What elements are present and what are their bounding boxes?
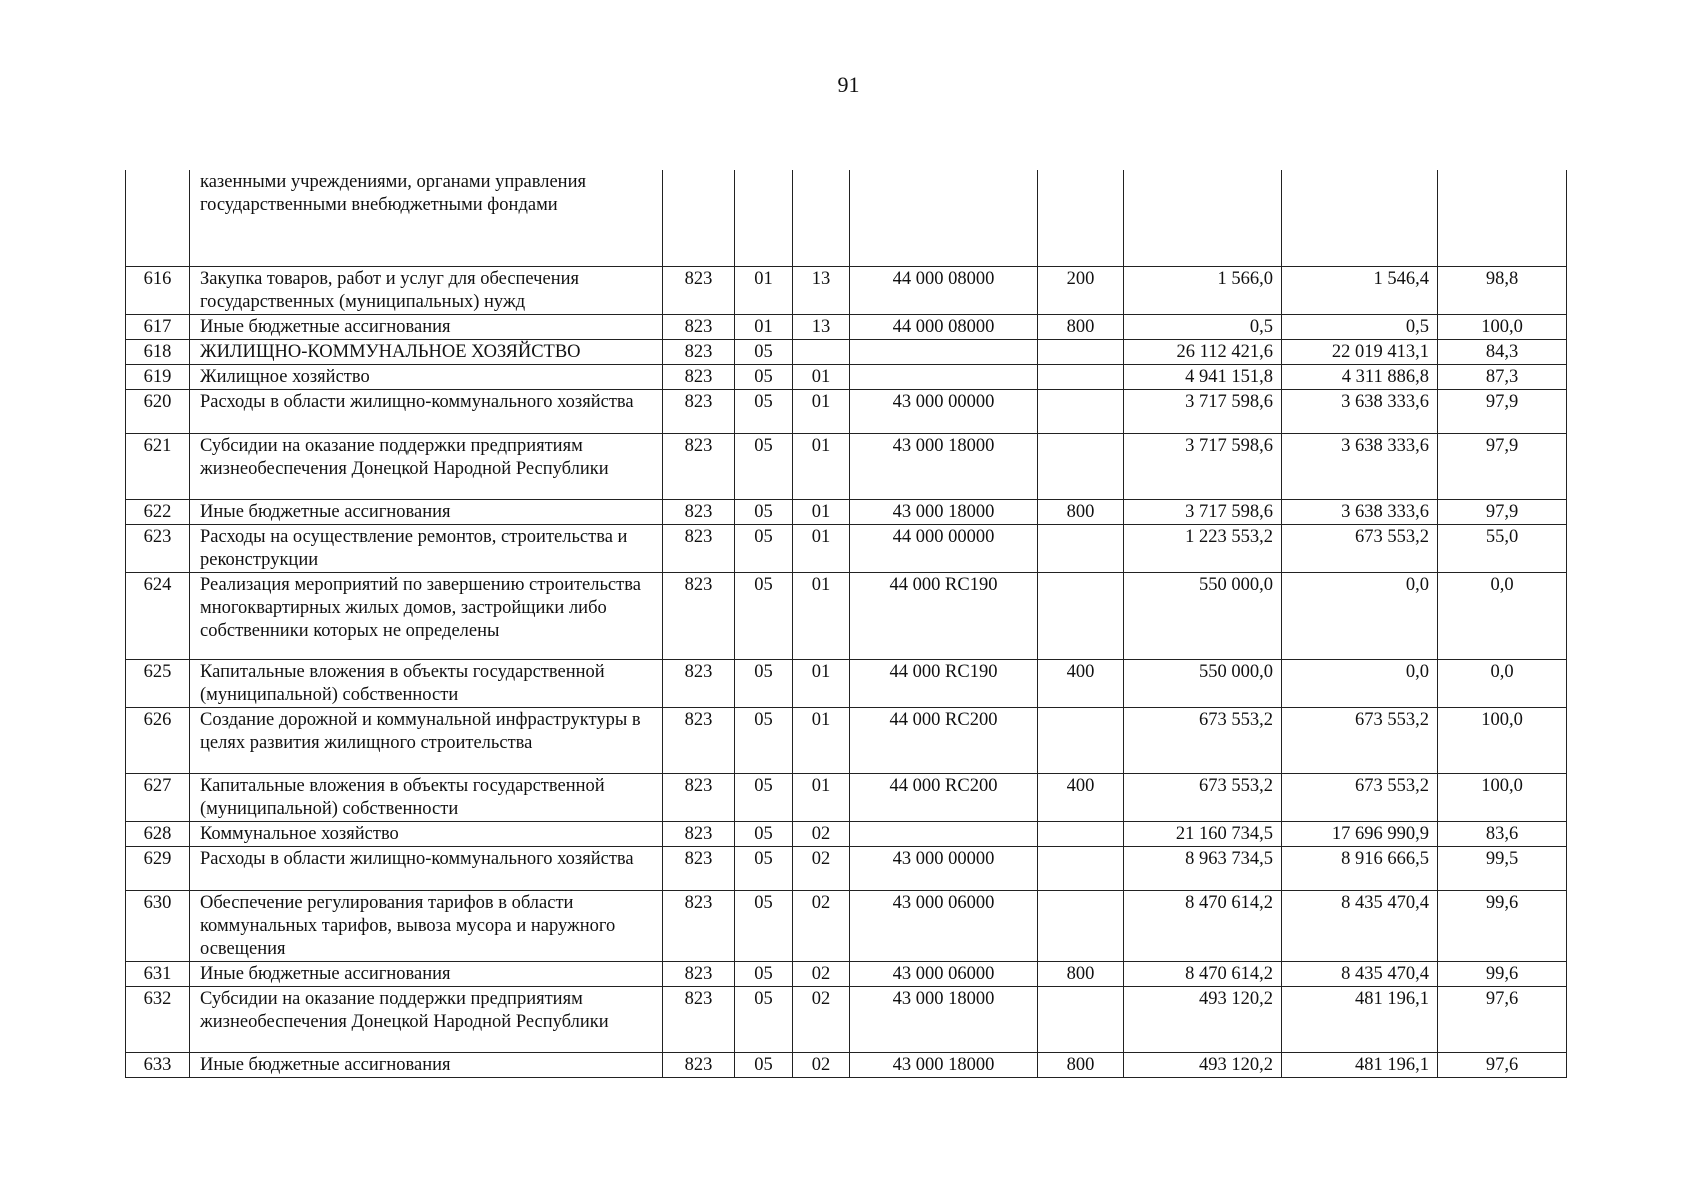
execution-percent-cell: 99,6 [1438, 961, 1567, 986]
budget-table [125, 170, 1567, 1078]
actual-amount-cell: 0,5 [1282, 314, 1438, 339]
department-code-cell: 823 [663, 773, 735, 821]
execution-percent-cell: 100,0 [1438, 773, 1567, 821]
section-code-cell [735, 170, 793, 266]
department-code-cell: 823 [663, 890, 735, 961]
expense-type-cell [1038, 821, 1124, 846]
target-article-cell: 43 000 06000 [850, 961, 1038, 986]
subsection-code-cell: 01 [793, 364, 850, 389]
subsection-code-cell: 01 [793, 389, 850, 433]
expense-name-cell: Создание дорожной и коммунальной инфраструктуры в целях развития жилищного строительства [190, 707, 663, 773]
actual-amount-cell: 8 916 666,5 [1282, 846, 1438, 890]
section-code-cell: 05 [735, 659, 793, 707]
row-number-cell: 618 [126, 339, 190, 364]
execution-percent-cell [1438, 170, 1567, 266]
section-code-cell: 05 [735, 433, 793, 499]
department-code-cell: 823 [663, 339, 735, 364]
expense-type-cell [1038, 846, 1124, 890]
target-article-cell: 44 000 RC200 [850, 707, 1038, 773]
planned-amount-cell: 26 112 421,6 [1124, 339, 1282, 364]
section-code-cell: 05 [735, 821, 793, 846]
expense-name-cell: Расходы в области жилищно-коммунального хозяйства [190, 389, 663, 433]
subsection-code-cell: 01 [793, 707, 850, 773]
planned-amount-cell: 550 000,0 [1124, 572, 1282, 659]
section-code-cell: 05 [735, 707, 793, 773]
row-number-cell: 631 [126, 961, 190, 986]
table-row [126, 314, 1567, 339]
department-code-cell [663, 170, 735, 266]
department-code-cell: 823 [663, 1052, 735, 1077]
execution-percent-cell: 0,0 [1438, 659, 1567, 707]
planned-amount-cell: 1 566,0 [1124, 266, 1282, 314]
planned-amount-cell: 8 963 734,5 [1124, 846, 1282, 890]
section-code-cell: 05 [735, 364, 793, 389]
execution-percent-cell: 97,9 [1438, 499, 1567, 524]
expense-type-cell: 800 [1038, 1052, 1124, 1077]
row-number-cell: 629 [126, 846, 190, 890]
planned-amount-cell: 8 470 614,2 [1124, 890, 1282, 961]
expense-name-cell: Капитальные вложения в объекты государственной (муниципальной) собственности [190, 773, 663, 821]
subsection-code-cell: 13 [793, 266, 850, 314]
table-row [126, 572, 1567, 659]
actual-amount-cell: 17 696 990,9 [1282, 821, 1438, 846]
section-code-cell: 05 [735, 846, 793, 890]
expense-name-cell: ЖИЛИЩНО-КОММУНАЛЬНОЕ ХОЗЯЙСТВО [190, 339, 663, 364]
row-number-cell: 616 [126, 266, 190, 314]
subsection-code-cell: 01 [793, 572, 850, 659]
section-code-cell: 01 [735, 314, 793, 339]
actual-amount-cell: 481 196,1 [1282, 1052, 1438, 1077]
actual-amount-cell: 673 553,2 [1282, 707, 1438, 773]
table-row [126, 266, 1567, 314]
section-code-cell: 05 [735, 499, 793, 524]
table-row [126, 364, 1567, 389]
section-code-cell: 05 [735, 524, 793, 572]
expense-name-cell: Субсидии на оказание поддержки предприятиям жизнеобеспечения Донецкой Народной Республики [190, 433, 663, 499]
table-row [126, 821, 1567, 846]
expense-type-cell: 800 [1038, 314, 1124, 339]
expense-type-cell: 200 [1038, 266, 1124, 314]
target-article-cell: 43 000 18000 [850, 499, 1038, 524]
table-row [126, 890, 1567, 961]
target-article-cell [850, 339, 1038, 364]
subsection-code-cell: 01 [793, 524, 850, 572]
actual-amount-cell: 22 019 413,1 [1282, 339, 1438, 364]
department-code-cell: 823 [663, 986, 735, 1052]
expense-name-cell: Иные бюджетные ассигнования [190, 499, 663, 524]
actual-amount-cell: 3 638 333,6 [1282, 389, 1438, 433]
table-row [126, 524, 1567, 572]
subsection-code-cell [793, 339, 850, 364]
subsection-code-cell [793, 170, 850, 266]
planned-amount-cell: 493 120,2 [1124, 1052, 1282, 1077]
expense-type-cell: 400 [1038, 659, 1124, 707]
section-code-cell: 05 [735, 890, 793, 961]
target-article-cell: 43 000 18000 [850, 986, 1038, 1052]
department-code-cell: 823 [663, 314, 735, 339]
section-code-cell: 05 [735, 339, 793, 364]
expense-name-cell: казенными учреждениями, органами управления государственными внебюджетными фондами [190, 170, 663, 266]
target-article-cell: 44 000 00000 [850, 524, 1038, 572]
subsection-code-cell: 01 [793, 659, 850, 707]
table-row [126, 846, 1567, 890]
actual-amount-cell: 0,0 [1282, 659, 1438, 707]
expense-type-cell [1038, 170, 1124, 266]
row-number-cell: 625 [126, 659, 190, 707]
subsection-code-cell: 02 [793, 986, 850, 1052]
expense-type-cell: 800 [1038, 499, 1124, 524]
expense-name-cell: Иные бюджетные ассигнования [190, 314, 663, 339]
subsection-code-cell: 02 [793, 1052, 850, 1077]
planned-amount-cell: 1 223 553,2 [1124, 524, 1282, 572]
target-article-cell: 43 000 00000 [850, 389, 1038, 433]
expense-type-cell: 400 [1038, 773, 1124, 821]
subsection-code-cell: 01 [793, 433, 850, 499]
actual-amount-cell: 3 638 333,6 [1282, 499, 1438, 524]
expense-name-cell: Реализация мероприятий по завершению строительства многоквартирных жилых домов, застройщики либо собственники которых не определены [190, 572, 663, 659]
row-number-cell: 621 [126, 433, 190, 499]
table-row [126, 433, 1567, 499]
expense-name-cell: Расходы в области жилищно-коммунального хозяйства [190, 846, 663, 890]
target-article-cell: 44 000 RC190 [850, 659, 1038, 707]
actual-amount-cell: 4 311 886,8 [1282, 364, 1438, 389]
table-row [126, 499, 1567, 524]
table-row [126, 773, 1567, 821]
table-row [126, 339, 1567, 364]
expense-type-cell [1038, 389, 1124, 433]
section-code-cell: 05 [735, 389, 793, 433]
department-code-cell: 823 [663, 524, 735, 572]
expense-name-cell: Капитальные вложения в объекты государственной (муниципальной) собственности [190, 659, 663, 707]
department-code-cell: 823 [663, 821, 735, 846]
execution-percent-cell: 98,8 [1438, 266, 1567, 314]
actual-amount-cell: 8 435 470,4 [1282, 890, 1438, 961]
target-article-cell [850, 821, 1038, 846]
row-number-cell [126, 170, 190, 266]
target-article-cell: 43 000 06000 [850, 890, 1038, 961]
subsection-code-cell: 01 [793, 499, 850, 524]
planned-amount-cell: 3 717 598,6 [1124, 433, 1282, 499]
planned-amount-cell: 8 470 614,2 [1124, 961, 1282, 986]
expense-type-cell [1038, 364, 1124, 389]
execution-percent-cell: 97,6 [1438, 986, 1567, 1052]
expense-name-cell: Субсидии на оказание поддержки предприятиям жизнеобеспечения Донецкой Народной Республики [190, 986, 663, 1052]
execution-percent-cell: 100,0 [1438, 314, 1567, 339]
row-number-cell: 619 [126, 364, 190, 389]
planned-amount-cell [1124, 170, 1282, 266]
department-code-cell: 823 [663, 961, 735, 986]
row-number-cell: 624 [126, 572, 190, 659]
planned-amount-cell: 493 120,2 [1124, 986, 1282, 1052]
expense-type-cell [1038, 986, 1124, 1052]
target-article-cell: 44 000 08000 [850, 314, 1038, 339]
target-article-cell: 44 000 RC200 [850, 773, 1038, 821]
row-number-cell: 620 [126, 389, 190, 433]
expense-name-cell: Обеспечение регулирования тарифов в области коммунальных тарифов, вывоза мусора и наружного освещения [190, 890, 663, 961]
expense-type-cell [1038, 339, 1124, 364]
section-code-cell: 05 [735, 1052, 793, 1077]
row-number-cell: 628 [126, 821, 190, 846]
actual-amount-cell: 481 196,1 [1282, 986, 1438, 1052]
subsection-code-cell: 13 [793, 314, 850, 339]
target-article-cell: 43 000 00000 [850, 846, 1038, 890]
table-row [126, 707, 1567, 773]
row-number-cell: 632 [126, 986, 190, 1052]
execution-percent-cell: 55,0 [1438, 524, 1567, 572]
row-number-cell: 626 [126, 707, 190, 773]
row-number-cell: 630 [126, 890, 190, 961]
actual-amount-cell: 0,0 [1282, 572, 1438, 659]
department-code-cell: 823 [663, 707, 735, 773]
department-code-cell: 823 [663, 266, 735, 314]
execution-percent-cell: 99,6 [1438, 890, 1567, 961]
expense-type-cell [1038, 890, 1124, 961]
planned-amount-cell: 3 717 598,6 [1124, 389, 1282, 433]
target-article-cell: 44 000 RC190 [850, 572, 1038, 659]
target-article-cell: 44 000 08000 [850, 266, 1038, 314]
target-article-cell [850, 170, 1038, 266]
department-code-cell: 823 [663, 846, 735, 890]
table-row [126, 389, 1567, 433]
expense-type-cell [1038, 707, 1124, 773]
row-number-cell: 627 [126, 773, 190, 821]
execution-percent-cell: 97,9 [1438, 433, 1567, 499]
execution-percent-cell: 100,0 [1438, 707, 1567, 773]
actual-amount-cell: 673 553,2 [1282, 524, 1438, 572]
section-code-cell: 05 [735, 773, 793, 821]
section-code-cell: 01 [735, 266, 793, 314]
actual-amount-cell [1282, 170, 1438, 266]
execution-percent-cell: 0,0 [1438, 572, 1567, 659]
department-code-cell: 823 [663, 389, 735, 433]
expense-name-cell: Расходы на осуществление ремонтов, строительства и реконструкции [190, 524, 663, 572]
section-code-cell: 05 [735, 572, 793, 659]
expense-name-cell: Иные бюджетные ассигнования [190, 961, 663, 986]
actual-amount-cell: 673 553,2 [1282, 773, 1438, 821]
expense-type-cell [1038, 433, 1124, 499]
row-number-cell: 622 [126, 499, 190, 524]
row-number-cell: 623 [126, 524, 190, 572]
department-code-cell: 823 [663, 572, 735, 659]
target-article-cell: 43 000 18000 [850, 1052, 1038, 1077]
expense-type-cell [1038, 524, 1124, 572]
planned-amount-cell: 673 553,2 [1124, 707, 1282, 773]
expense-name-cell: Иные бюджетные ассигнования [190, 1052, 663, 1077]
execution-percent-cell: 83,6 [1438, 821, 1567, 846]
actual-amount-cell: 8 435 470,4 [1282, 961, 1438, 986]
subsection-code-cell: 02 [793, 961, 850, 986]
execution-percent-cell: 84,3 [1438, 339, 1567, 364]
execution-percent-cell: 99,5 [1438, 846, 1567, 890]
section-code-cell: 05 [735, 986, 793, 1052]
planned-amount-cell: 4 941 151,8 [1124, 364, 1282, 389]
table-row [126, 1052, 1567, 1077]
row-number-cell: 617 [126, 314, 190, 339]
execution-percent-cell: 87,3 [1438, 364, 1567, 389]
planned-amount-cell: 21 160 734,5 [1124, 821, 1282, 846]
execution-percent-cell: 97,6 [1438, 1052, 1567, 1077]
actual-amount-cell: 3 638 333,6 [1282, 433, 1438, 499]
table-row [126, 986, 1567, 1052]
planned-amount-cell: 0,5 [1124, 314, 1282, 339]
subsection-code-cell: 02 [793, 846, 850, 890]
department-code-cell: 823 [663, 364, 735, 389]
planned-amount-cell: 673 553,2 [1124, 773, 1282, 821]
subsection-code-cell: 02 [793, 821, 850, 846]
page-number: 91 [837, 72, 860, 97]
department-code-cell: 823 [663, 433, 735, 499]
department-code-cell: 823 [663, 499, 735, 524]
actual-amount-cell: 1 546,4 [1282, 266, 1438, 314]
section-code-cell: 05 [735, 961, 793, 986]
expense-name-cell: Закупка товаров, работ и услуг для обеспечения государственных (муниципальных) нужд [190, 266, 663, 314]
table-row [126, 961, 1567, 986]
table-row [126, 659, 1567, 707]
table-row [126, 170, 1567, 266]
planned-amount-cell: 550 000,0 [1124, 659, 1282, 707]
subsection-code-cell: 01 [793, 773, 850, 821]
expense-name-cell: Коммунальное хозяйство [190, 821, 663, 846]
planned-amount-cell: 3 717 598,6 [1124, 499, 1282, 524]
expense-type-cell: 800 [1038, 961, 1124, 986]
table-body [126, 170, 1567, 1077]
execution-percent-cell: 97,9 [1438, 389, 1567, 433]
subsection-code-cell: 02 [793, 890, 850, 961]
expense-type-cell [1038, 572, 1124, 659]
target-article-cell: 43 000 18000 [850, 433, 1038, 499]
row-number-cell: 633 [126, 1052, 190, 1077]
target-article-cell [850, 364, 1038, 389]
expense-name-cell: Жилищное хозяйство [190, 364, 663, 389]
department-code-cell: 823 [663, 659, 735, 707]
